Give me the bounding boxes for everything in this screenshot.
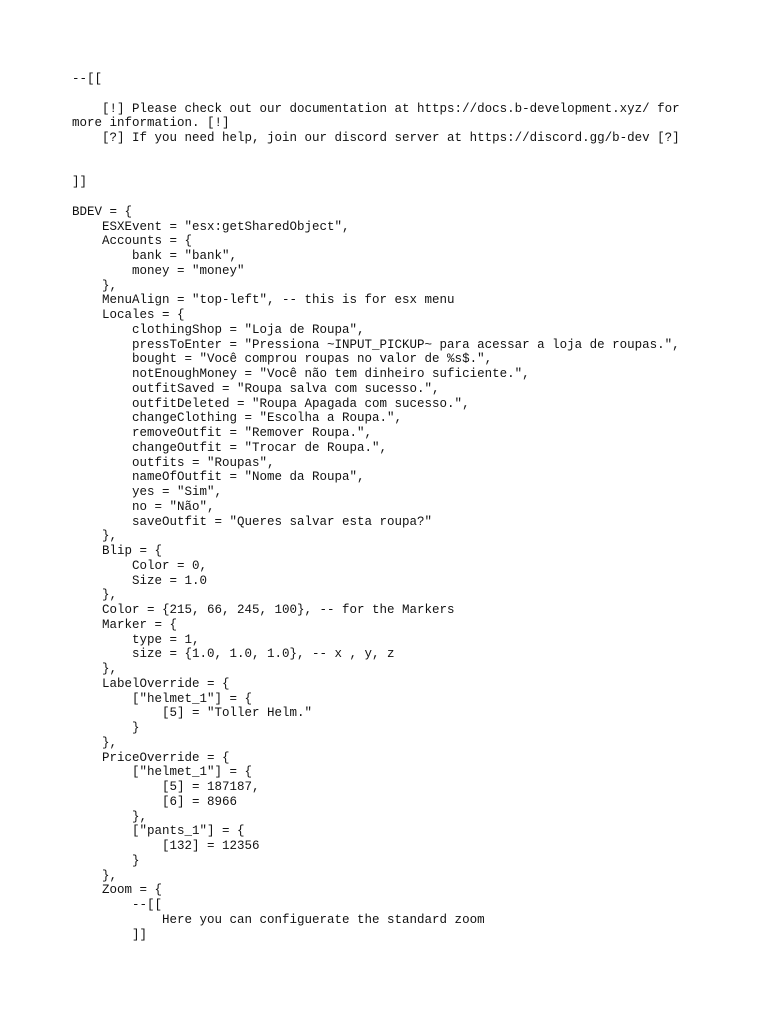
code-document <box>72 72 712 942</box>
code-line: PriceOverride = { <box>72 750 230 765</box>
code-line: } <box>72 853 140 868</box>
code-line: outfits = "Roupas", <box>72 455 275 470</box>
code-line: pressToEnter = "Pressiona ~INPUT_PICKUP~ para acessar a loja de roupas.", <box>72 337 680 352</box>
code-line: [!] Please check out our documentation at https://docs.b-development.xyz/ for <box>72 101 680 116</box>
code-line: --[[ <box>72 898 163 912</box>
code-line: [?] If you need help, join our discord server at https://discord.gg/b-dev [?] <box>72 131 680 145</box>
code-line: }, <box>72 529 118 544</box>
code-line: saveOutfit = "Queres salvar esta roupa?" <box>72 514 433 529</box>
code-line: size = {1.0, 1.0, 1.0}, -- x , y, z <box>72 647 395 662</box>
code-line: Size = 1.0 <box>72 573 208 588</box>
code-line: MenuAlign = "top-left", -- this is for esx menu <box>72 293 455 308</box>
code-line: ]] <box>72 175 88 190</box>
code-line: [5] = 187187, <box>72 780 260 794</box>
code-line: no = "Não", <box>72 499 215 514</box>
code-line: ["helmet_1"] = { <box>72 691 253 706</box>
code-line: changeClothing = "Escolha a Roupa.", <box>72 411 403 426</box>
code-line: LabelOverride = { <box>72 676 230 691</box>
code-line <box>72 161 712 176</box>
code-line <box>72 146 712 161</box>
code-line: ["helmet_1"] = { <box>72 765 253 780</box>
code-line: BDEV = { <box>72 204 133 219</box>
code-line: ["pants_1"] = { <box>72 824 245 839</box>
code-line: type = 1, <box>72 632 200 647</box>
code-line: removeOutfit = "Remover Roupa.", <box>72 426 373 440</box>
code-line: Accounts = { <box>72 234 193 249</box>
code-line: }, <box>72 278 118 293</box>
code-line: }, <box>72 735 118 750</box>
code-line: ]] <box>72 927 148 942</box>
code-line: Blip = { <box>72 544 163 558</box>
code-line: yes = "Sim", <box>72 485 223 499</box>
code-line: Here you can configuerate the standard zoom <box>72 912 485 927</box>
code-line: [6] = 8966 <box>72 794 238 809</box>
code-line: more information. [!] <box>72 116 230 131</box>
code-line: [5] = "Toller Helm." <box>72 706 313 721</box>
code-line: changeOutfit = "Trocar de Roupa.", <box>72 440 388 455</box>
code-line <box>72 190 712 205</box>
code-line: clothingShop = "Loja de Roupa", <box>72 322 365 337</box>
code-line: bought = "Você comprou roupas no valor de %s$.", <box>72 352 493 367</box>
code-line: Color = 0, <box>72 558 208 573</box>
code-line: money = "money" <box>72 263 245 278</box>
code-line: }, <box>72 809 148 824</box>
code-line: notEnoughMoney = "Você não tem dinheiro suficiente.", <box>72 367 530 381</box>
code-line: Zoom = { <box>72 883 163 898</box>
code-line: outfitSaved = "Roupa salva com sucesso.", <box>72 381 440 396</box>
code-line: --[[ <box>72 72 103 86</box>
code-line: } <box>72 721 140 735</box>
code-line: ESXEvent = "esx:getSharedObject", <box>72 219 350 234</box>
code-line: outfitDeleted = "Roupa Apagada com sucesso.", <box>72 396 470 411</box>
code-line <box>72 87 712 102</box>
code-line: }, <box>72 662 118 676</box>
code-line: Locales = { <box>72 308 185 322</box>
code-line: bank = "bank", <box>72 249 238 263</box>
code-line: }, <box>72 588 118 603</box>
code-line: [132] = 12356 <box>72 839 260 853</box>
code-line: Marker = { <box>72 617 178 632</box>
code-line: }, <box>72 868 118 883</box>
code-line: nameOfOutfit = "Nome da Roupa", <box>72 470 365 485</box>
code-line: Color = {215, 66, 245, 100}, -- for the Markers <box>72 603 455 617</box>
